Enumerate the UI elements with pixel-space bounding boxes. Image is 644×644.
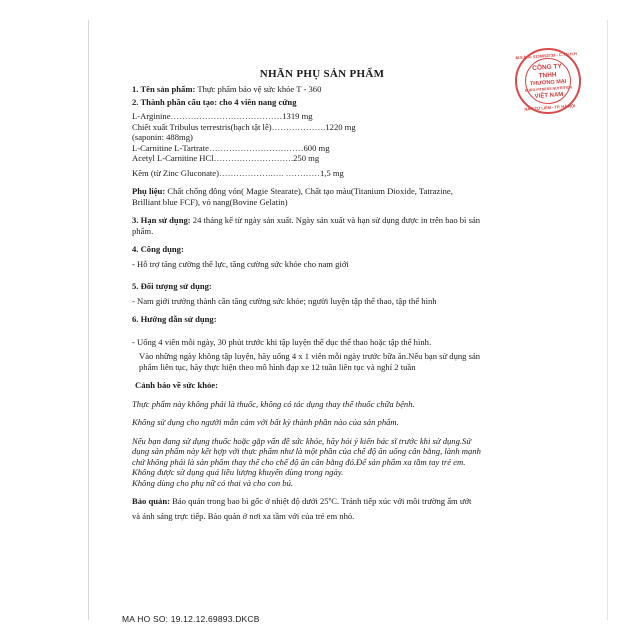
seal-line-5: VIỆT NAM	[534, 91, 564, 100]
warning-1: Thực phẩm này không phải là thuốc, không có tác dụng thay thế thuốc chữa bệnh.	[132, 398, 415, 409]
shelf-life-line-2: phẩm.	[132, 225, 154, 236]
registration-code: MA HO SO: 19.12.12.69893.DKCB	[122, 614, 260, 624]
seal-line-4: EURO FITNESS NUTRITION	[524, 85, 573, 93]
warning-3a: Nếu bạn đang sử dụng thuốc hoặc gặp vấn đề sức khỏe, hãy hỏi ý kiến bác sĩ trước khi sử dụng.Sử	[132, 435, 472, 446]
ingredient-row: L-Carnitine L-Tartrate …………………………… 600 mg	[132, 142, 330, 153]
target-heading: 5. Đối tượng sử dụng:	[132, 281, 212, 291]
seal-line-1: CÔNG TY	[532, 63, 563, 73]
shelf-life-label: 3. Hạn sử dụng:	[132, 215, 191, 225]
ingredient-row: (saponin: 488mg)	[132, 132, 193, 142]
uses-heading: 4. Công dụng:	[132, 244, 184, 254]
directions-text-1: - Uống 4 viên mỗi ngày, 30 phút trước khi tập luyện thể dục thể thao hoặc tập thể hình.	[132, 336, 432, 347]
warning-2: Không sử dụng cho người mẫn cảm với bất kỳ thành phần nào của sản phẩm.	[132, 417, 399, 427]
seal-line-2: TNHH	[538, 71, 557, 80]
shelf-life-line-1: 3. Hạn sử dụng: 24 tháng kể từ ngày sản xuất. Ngày sản xuất và hạn sử dụng được in trên bao bì sản	[132, 215, 481, 225]
warning-4: Không dùng cho phụ nữ có thai và cho con bú.	[132, 477, 294, 488]
seal-line-3: THƯƠNG MẠI	[529, 78, 567, 88]
seal-top-text: M.S.D.N: 0106653739 - C.T.N.H.H	[515, 50, 577, 61]
page-title: NHÃN PHỤ SẢN PHẨM	[259, 68, 385, 80]
ingredient-row: L-Arginine ………………………………… 1319 mg	[132, 111, 313, 121]
ingredient-row: Kẽm (từ Zinc Gluconate) ……………….…. ………… 1,5 mg	[132, 167, 344, 178]
storage-label: Bảo quản:	[132, 496, 170, 506]
additives-line-1: Phụ liệu: Chất chống đông vón( Magie Stearate), Chất tạo màu(Titanium Dioxide, Tatrazine,	[132, 186, 453, 196]
label-content	[132, 84, 568, 521]
directions-text-2a: Vào những ngày không tập luyện, hãy uống 4 x 1 viên mỗi ngày trước bữa ăn.Nếu bạn sử dụng sản	[139, 351, 481, 361]
product-name-value: Thực phẩm bảo vệ sức khỏe T - 360	[195, 84, 322, 94]
composition-heading: 2. Thành phần cấu tạo: cho 4 viên nang cứng	[132, 96, 297, 107]
ingredient-row: Acetyl L-Carnitine HCl ………………………. 250 mg	[132, 153, 320, 163]
product-name-row	[132, 84, 568, 95]
target-text: - Nam giới trưởng thành cần tăng cường sức khỏe; người luyện tập thể thao, tập thể hình	[132, 295, 437, 306]
warning-3c: chứ không phải là sản phẩm thay thế cho chế độ ăn cân bằng đó.Để sản phẩm xa tầm tay trẻ em.	[132, 456, 466, 467]
additives-line-2: Brilliant blue FCF), vỏ nang(Bovine Gelatin)	[132, 196, 288, 207]
warning-heading: Cảnh báo về sức khỏe:	[135, 380, 218, 390]
warning-3b: dụng sản phẩm này kết hợp với thực phẩm như là một phần của chế độ ăn uống cân bằng, lành mạnh	[132, 446, 481, 456]
ingredients-list	[132, 111, 568, 178]
seal-bottom-text: NAM TỪ LIÊM - TP. HÀ NỘI	[524, 103, 576, 112]
uses-text: - Hỗ trợ tăng cường thể lực, tăng cường sức khỏe cho nam giới	[132, 258, 349, 269]
storage-line-1: Bảo quản: Bảo quản trong bao bì gốc ở nhiệt độ dưới 25ºC. Tránh tiếp xúc với môi trường ẩm ướt	[132, 496, 472, 506]
storage-line-2: và ánh sáng trực tiếp. Bảo quản ở nơi xa tầm với của trẻ em nhỏ.	[132, 510, 355, 521]
ingredient-row: Chiết xuất Tribulus terrestris(bạch tật lê) ………………. 1220 mg	[132, 121, 356, 132]
additives-label: Phụ liệu:	[132, 186, 166, 196]
directions-text-2b: phẩm liên tục, hãy thực hiện theo mô hình đạp xe 12 tuần liên tục và nghỉ 2 tuần	[139, 361, 416, 372]
warning-3d: Không được sử dụng quá liều lượng khuyến dùng trong ngày.	[132, 467, 344, 477]
product-name-label: 1. Tên sản phẩm:	[132, 84, 196, 94]
directions-heading: 6. Hướng dẫn sử dụng:	[132, 314, 217, 324]
